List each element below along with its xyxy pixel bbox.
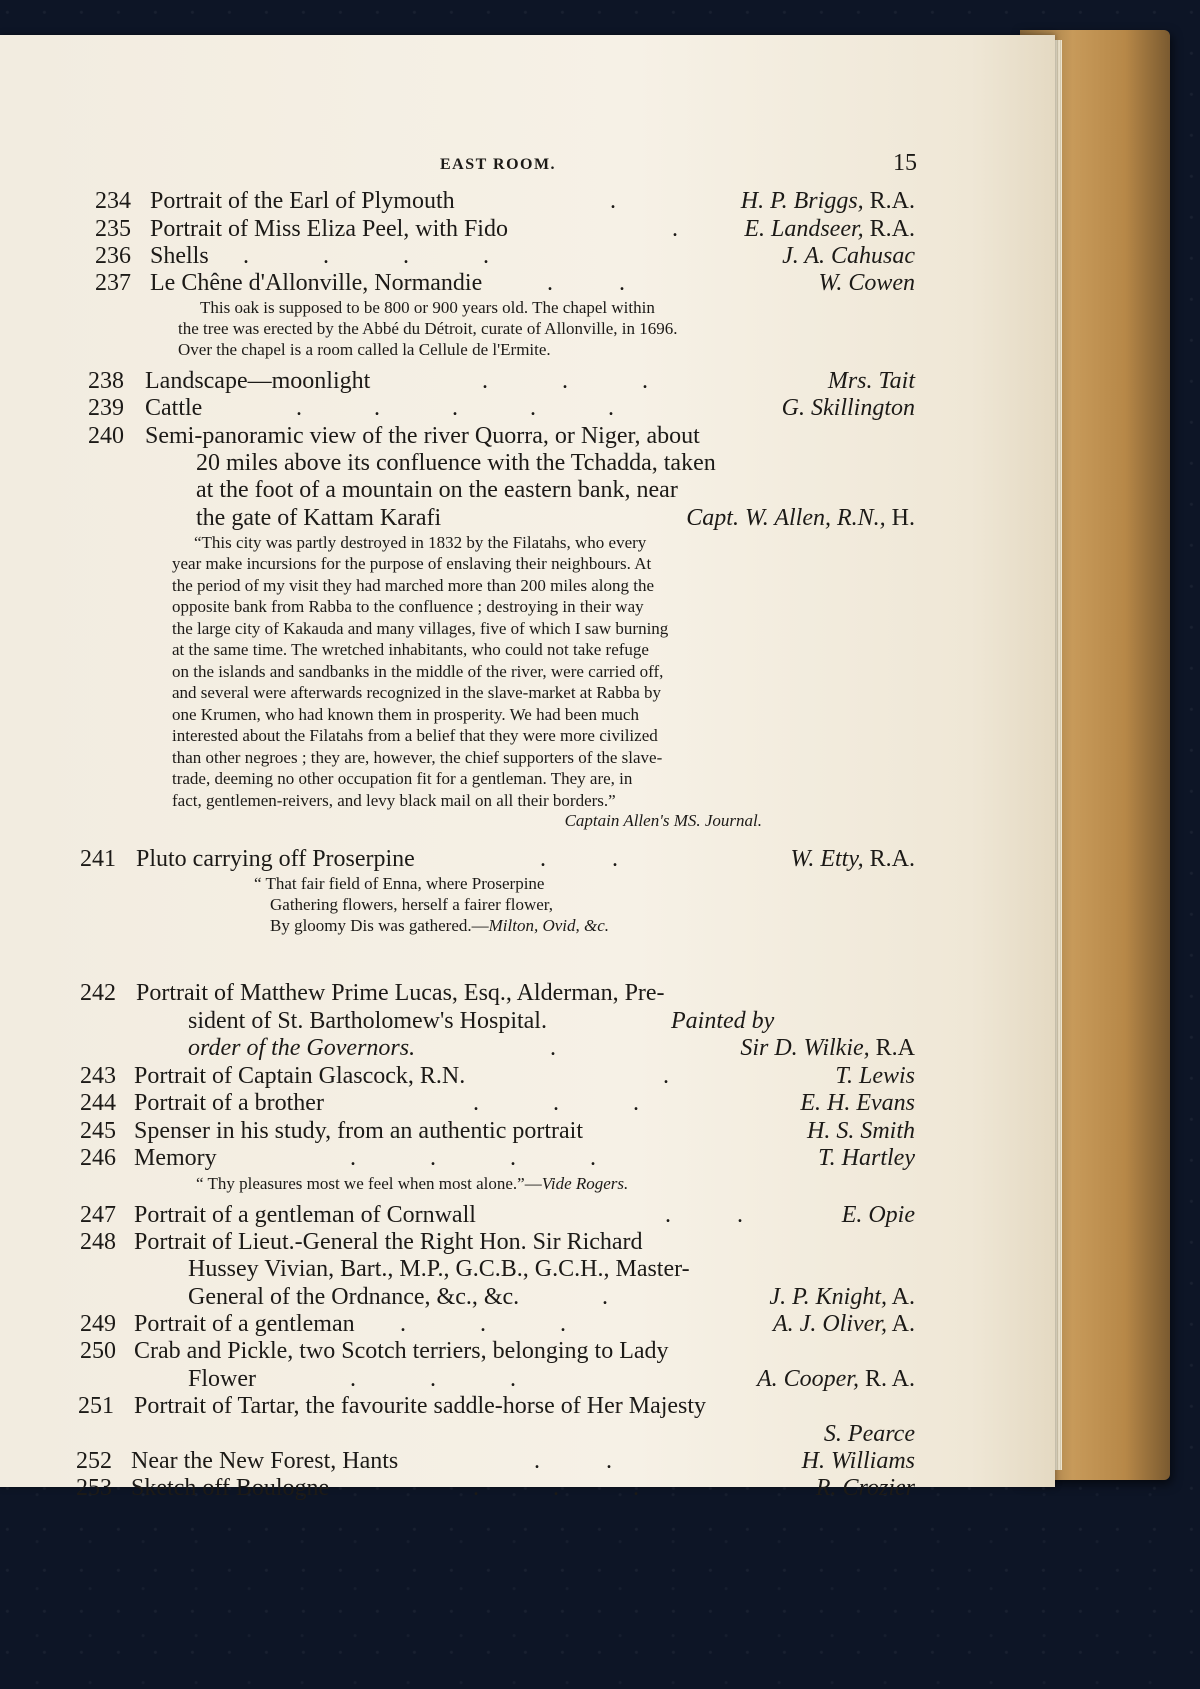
entry-number: 236: [95, 243, 131, 269]
entry-note-line: “This city was partly destroyed in 1832 by the Filatahs, who every: [194, 533, 647, 552]
entry-artist: J. P. Knight, A.: [769, 1284, 915, 1310]
quote-line: Gathering flowers, herself a fairer flower,: [270, 895, 553, 914]
entry-note-line: one Krumen, who had known them in prosperity. We had been much: [172, 705, 639, 724]
entry-number: 245: [80, 1118, 116, 1144]
leader-dots: . . .: [400, 1311, 566, 1337]
leader-dots: . .: [547, 270, 625, 296]
quote-line: “ Thy pleasures most we feel when most alone.”—Vide Rogers.: [196, 1174, 629, 1193]
catalogue-entry: [0, 979, 1055, 1007]
leader-dots: .: [672, 216, 678, 242]
quote-line: “ That fair field of Enna, where Proserpine: [254, 874, 545, 893]
entry-number: 247: [80, 1202, 116, 1228]
entry-number: 235: [95, 216, 131, 242]
entry-artist: W. Etty, R.A.: [790, 846, 915, 872]
catalogue-entry: [0, 394, 1055, 422]
entry-number: 252: [76, 1448, 112, 1474]
entry-note-line: year make incursions for the purpose of enslaving their neighbours. At: [172, 554, 652, 573]
leader-dots: . . . .: [350, 1145, 596, 1171]
entry-artist: A. J. Oliver, A.: [773, 1311, 915, 1337]
leader-dots: . . . .: [243, 243, 489, 269]
catalogue-entry: [0, 1144, 1055, 1172]
entry-number: 237: [95, 270, 131, 296]
leader-dots: .: [610, 188, 616, 214]
entry-artist: T. Lewis: [835, 1063, 915, 1089]
entry-number: 240: [88, 423, 124, 449]
entry-artist: S. Pearce: [823, 1421, 915, 1447]
entry-note-line: opposite bank from Rabba to the confluence ; destroying in their way: [172, 597, 644, 616]
entry-title: Portrait of Lieut.-General the Right Hon. Sir Richard: [134, 1229, 643, 1255]
entry-continuation: [0, 1420, 1055, 1448]
catalogue-entry: [0, 1474, 1055, 1502]
entry-title: Spenser in his study, from an authentic portrait: [134, 1118, 584, 1144]
entry-title: Portrait of the Earl of Plymouth: [150, 188, 455, 214]
entry-note-line: fact, gentlemen-reivers, and levy black mail on all their borders.”: [172, 791, 616, 810]
entry-continuation: at the foot of a mountain on the eastern bank, near: [196, 477, 678, 503]
entry-artist: H. Williams: [801, 1448, 915, 1474]
entry-artist: A. Cooper, R. A.: [756, 1366, 915, 1392]
entry-note-line: the period of my visit they had marched more than 200 miles along the: [172, 576, 655, 595]
catalogue-entry: [0, 1337, 1055, 1365]
page-number: 15: [893, 150, 917, 176]
entry-number: 238: [88, 368, 124, 394]
entry-artist: H. P. Briggs, R.A.: [740, 188, 915, 214]
catalogue-entry: [0, 269, 1055, 297]
entry-artist: T. Hartley: [818, 1145, 915, 1171]
entry-note-line: This oak is supposed to be 800 or 900 years old. The chapel within: [200, 298, 655, 317]
catalogue-entry: [0, 215, 1055, 243]
catalogue-entry: [0, 1117, 1055, 1145]
entry-title: Portrait of Captain Glascock, R.N.: [134, 1063, 466, 1089]
entry-continuation: Hussey Vivian, Bart., M.P., G.C.B., G.C.H., Master-: [188, 1256, 690, 1282]
entry-number: 248: [80, 1229, 116, 1255]
leader-dots: . .: [540, 846, 618, 872]
entry-continuation: order of the Governors. . Sir D. Wilkie, R.A: [188, 1035, 915, 1061]
entry-title: Sketch off Boulogne: [131, 1475, 330, 1501]
catalogue-entry: [0, 1447, 1055, 1475]
entry-note-line: on the islands and sandbanks in the middle of the river, were carried off,: [172, 662, 664, 681]
entry-artist: Capt. W. Allen, R.N., H.: [686, 505, 915, 531]
leader-dots: . . .: [473, 1475, 639, 1501]
catalogue-entry: [0, 187, 1055, 215]
entry-artist: Mrs. Tait: [827, 368, 915, 394]
entry-title: Semi-panoramic view of the river Quorra, or Niger, about: [145, 423, 700, 449]
catalogue-entry: [0, 1392, 1055, 1420]
entry-title: Crab and Pickle, two Scotch terriers, belonging to Lady: [134, 1338, 669, 1364]
leader-dots: . .: [534, 1448, 612, 1474]
entry-continuation: 20 miles above its confluence with the Tchadda, taken: [196, 450, 716, 476]
catalogue-entry: [0, 1062, 1055, 1090]
entry-artist: E. H. Evans: [800, 1090, 915, 1116]
entry-number: 239: [88, 395, 124, 421]
entry-note-line: trade, deeming no other occupation fit for a gentleman. They are, in: [172, 769, 633, 788]
entry-note-line: and several were afterwards recognized in the slave-market at Rabba by: [172, 683, 661, 702]
entry-continuation: the gate of Kattam Karafi Capt. W. Allen, R.N., H.: [196, 505, 915, 531]
catalogue-entry: [0, 367, 1055, 395]
entry-number: 242: [80, 980, 116, 1006]
catalogue-entry: [0, 1228, 1055, 1256]
entry-title: Portrait of Miss Eliza Peel, with Fido: [150, 216, 508, 242]
entry-title: Portrait of a gentleman of Cornwall: [134, 1202, 476, 1228]
page: [0, 35, 1055, 1501]
entry-artist: W. Cowen: [818, 270, 915, 296]
entry-title: Near the New Forest, Hants: [131, 1448, 399, 1474]
note-source: Captain Allen's MS. Journal.: [564, 811, 762, 830]
leader-dots: . . .: [482, 368, 648, 394]
entry-title: Memory: [134, 1145, 217, 1171]
catalogue-entry: [0, 422, 1055, 450]
entry-artist: R. Crozier: [815, 1475, 915, 1501]
entry-title: Pluto carrying off Proserpine: [136, 846, 415, 872]
entry-artist: J. A. Cahusac: [782, 243, 915, 269]
quote-line: By gloomy Dis was gathered.—Milton, Ovid, &c.: [270, 916, 610, 935]
leader-dots: . . . . .: [296, 395, 614, 421]
entry-title: Landscape—moonlight: [145, 368, 371, 394]
entry-number: 251: [78, 1393, 114, 1419]
entry-note-line: interested about the Filatahs from a belief that they were more civilized: [172, 726, 658, 745]
entry-number: 243: [80, 1063, 116, 1089]
entry-title: Le Chêne d'Allonville, Normandie: [150, 270, 483, 296]
running-head: EAST ROOM.: [440, 156, 557, 173]
entry-continuation: General of the Ordnance, &c., &c. . J. P. Knight, A.: [188, 1284, 915, 1310]
leader-dots: . . .: [473, 1090, 639, 1116]
entry-note-line: the large city of Kakauda and many villages, five of which I saw burning: [172, 619, 669, 638]
catalogue-entry: [0, 1201, 1055, 1229]
entry-number: 246: [80, 1145, 116, 1171]
entry-number: 249: [80, 1311, 116, 1337]
entry-number: 244: [80, 1090, 116, 1116]
entry-artist: Sir D. Wilkie, R.A: [740, 1035, 915, 1061]
leader-dots: .: [663, 1063, 669, 1089]
entry-title: Portrait of Matthew Prime Lucas, Esq., Alderman, Pre-: [136, 980, 665, 1006]
entry-title: Shells: [150, 243, 209, 269]
entry-note-line: Over the chapel is a room called la Cellule de l'Ermite.: [178, 340, 551, 359]
entry-title: Portrait of a gentleman: [134, 1311, 355, 1337]
catalogue-entry: [0, 845, 1055, 873]
catalogue-entry: [0, 1089, 1055, 1117]
catalogue-entry: [0, 242, 1055, 270]
page-header: [0, 120, 1055, 176]
catalogue-entry: [0, 1310, 1055, 1338]
entry-note-line: than other negroes ; they are, however, the chief supporters of the slave-: [172, 748, 663, 767]
entry-note-line: at the same time. The wretched inhabitants, who could not take refuge: [172, 640, 649, 659]
entry-artist: E. Opie: [841, 1202, 915, 1228]
leader-dots: . .: [665, 1202, 743, 1228]
entry-number: 234: [95, 188, 131, 214]
entry-number: 250: [80, 1338, 116, 1364]
entry-continuation: Flower . . . A. Cooper, R. A.: [188, 1366, 915, 1392]
entry-title: Portrait of Tartar, the favourite saddle-horse of Her Majesty: [134, 1393, 707, 1419]
entry-artist: H. S. Smith: [807, 1118, 915, 1144]
entry-title: Portrait of a brother: [134, 1090, 324, 1116]
entry-continuation: sident of St. Bartholomew's Hospital. Painted by: [188, 1008, 775, 1034]
entry-number: 241: [80, 846, 116, 872]
entry-title: Cattle: [145, 395, 203, 421]
entry-artist: G. Skillington: [781, 395, 915, 421]
entry-number: 253: [76, 1475, 112, 1501]
entry-note-line: the tree was erected by the Abbé du Détroit, curate of Allonville, in 1696.: [178, 319, 678, 338]
entry-artist: E. Landseer, R.A.: [744, 216, 915, 242]
